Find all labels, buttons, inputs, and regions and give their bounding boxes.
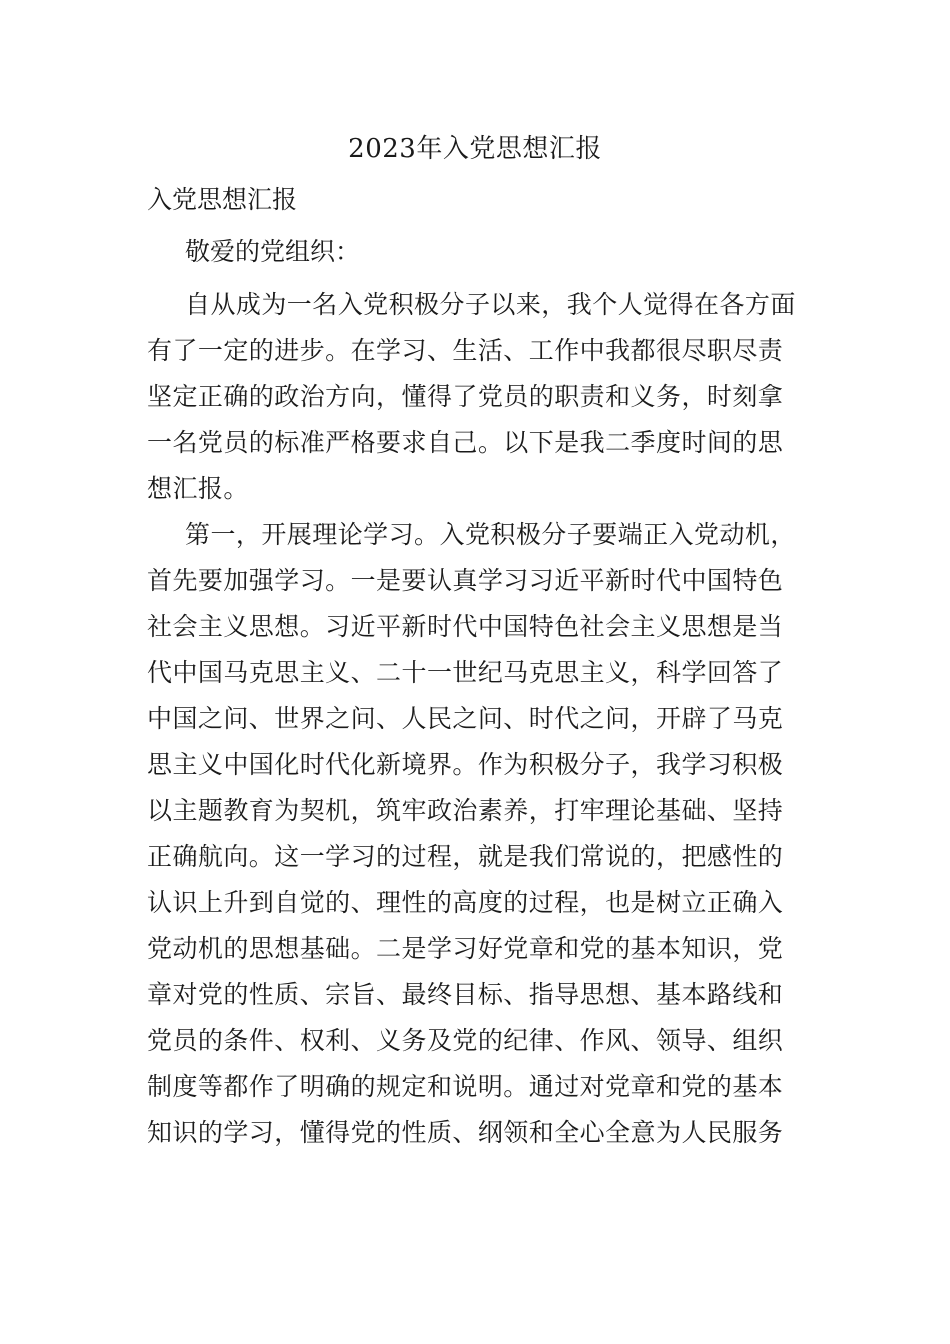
- text-line: 自从成为一名入党积极分子以来，我个人觉得在各方面: [185, 290, 796, 319]
- paragraph-1: [147, 282, 809, 512]
- text-line: 代中国马克思主义、二十一世纪马克思主义，科学回答了: [147, 658, 784, 687]
- text-line: 坚定正确的政治方向，懂得了党员的职责和义务，时刻拿: [147, 382, 784, 411]
- text-line: 以主题教育为契机，筑牢政治素养，打牢理论基础、坚持: [147, 796, 784, 825]
- text-line: 章对党的性质、宗旨、最终目标、指导思想、基本路线和: [147, 980, 784, 1009]
- text-line: 正确航向。这一学习的过程，就是我们常说的，把感性的: [147, 842, 784, 871]
- paragraph-2: [147, 512, 809, 1156]
- text-line: 想汇报。: [147, 474, 249, 503]
- text-line: 认识上升到自觉的、理性的高度的过程，也是树立正确入: [147, 888, 784, 917]
- text-line: 党动机的思想基础。二是学习好党章和党的基本知识，党: [147, 934, 784, 963]
- text-line: 知识的学习，懂得党的性质、纲领和全心全意为人民服务: [147, 1118, 784, 1147]
- text-line: 思主义中国化时代化新境界。作为积极分子，我学习积极: [147, 750, 784, 779]
- text-line: 第一，开展理论学习。入党积极分子要端正入党动机，: [185, 520, 796, 549]
- text-line: 中国之问、世界之问、人民之问、时代之问，开辟了马克: [147, 704, 784, 733]
- text-line: 制度等都作了明确的规定和说明。通过对党章和党的基本: [147, 1072, 784, 1101]
- text-line: 社会主义思想。习近平新时代中国特色社会主义思想是当: [147, 612, 784, 641]
- document-title: 2023年入党思想汇报: [348, 134, 602, 164]
- text-line: 有了一定的进步。在学习、生活、工作中我都很尽职尽责: [147, 336, 784, 365]
- text-line: 党员的条件、权利、义务及党的纪律、作风、领导、组织: [147, 1026, 784, 1055]
- body-text: [147, 282, 809, 1156]
- text-line: 一名党员的标准严格要求自己。以下是我二季度时间的思: [147, 428, 784, 457]
- document-heading: 入党思想汇报: [147, 185, 298, 214]
- text-line: 首先要加强学习。一是要认真学习习近平新时代中国特色: [147, 566, 784, 595]
- salutation: 敬爱的党组织：: [185, 237, 361, 266]
